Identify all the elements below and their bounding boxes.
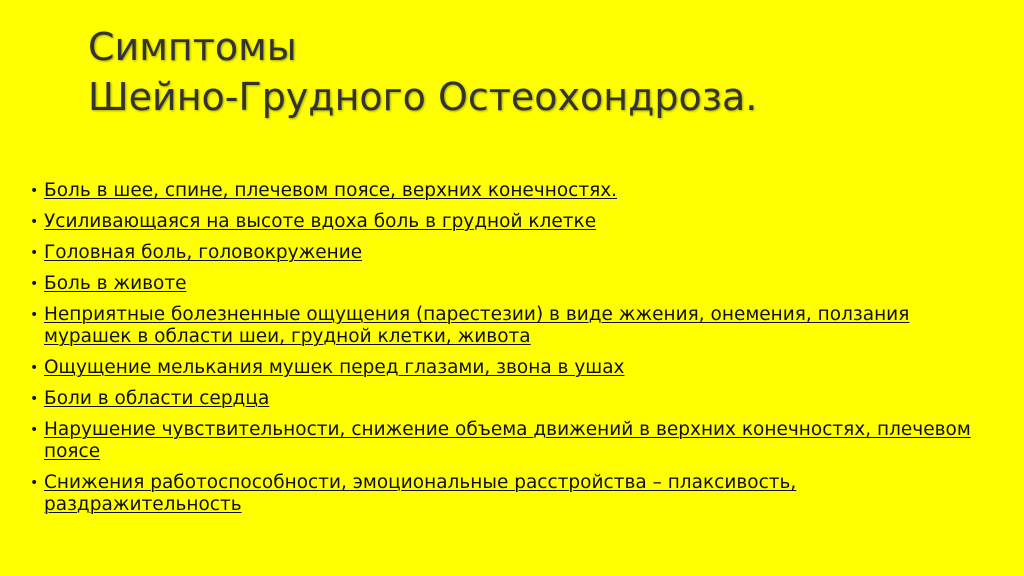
title-line-1: Симптомы bbox=[88, 25, 297, 69]
list-item-text: Боль в животе bbox=[44, 273, 187, 294]
bullet: • bbox=[30, 183, 39, 199]
slide-title bbox=[88, 22, 968, 122]
bullet: • bbox=[30, 360, 39, 376]
list-item-text: Головная боль, головокружение bbox=[44, 242, 363, 263]
list-item bbox=[30, 242, 990, 264]
list-item bbox=[30, 472, 990, 516]
list-item bbox=[30, 180, 990, 202]
bullet: • bbox=[30, 245, 39, 261]
list-item bbox=[30, 304, 990, 348]
list-item-text: Ощущение мелькания мушек перед глазами, звона в ушах bbox=[44, 357, 625, 378]
title-line-2: Шейно-Грудного Остеохондроза. bbox=[88, 75, 758, 119]
bullet: • bbox=[30, 214, 39, 230]
list-item bbox=[30, 357, 990, 379]
list-item bbox=[30, 419, 990, 463]
bullet: • bbox=[30, 475, 39, 491]
list-item bbox=[30, 211, 990, 233]
list-item-text: Боли в области сердца bbox=[44, 388, 270, 409]
bullet: • bbox=[30, 276, 39, 292]
list-item-text: Нарушение чувствительности, снижение объема движений в верхних конечностях, плечевом поясе bbox=[44, 419, 971, 462]
list-item-text: Боль в шее, спине, плечевом поясе, верхних конечностях. bbox=[44, 180, 618, 201]
list-item-text: Снижения работоспособности, эмоциональные расстройства – плаксивость, раздражительность bbox=[44, 472, 797, 515]
symptom-list bbox=[30, 180, 990, 525]
list-item bbox=[30, 273, 990, 295]
list-item bbox=[30, 388, 990, 410]
list-item-text: Усиливающаяся на высоте вдоха боль в грудной клетке bbox=[44, 211, 597, 232]
list-item-text: Неприятные болезненные ощущения (парестезии) в виде жжения, онемения, ползания мурашек в области шеи, грудной клетки, живота bbox=[44, 304, 910, 347]
bullet: • bbox=[30, 391, 39, 407]
bullet: • bbox=[30, 422, 39, 438]
bullet: • bbox=[30, 307, 39, 323]
